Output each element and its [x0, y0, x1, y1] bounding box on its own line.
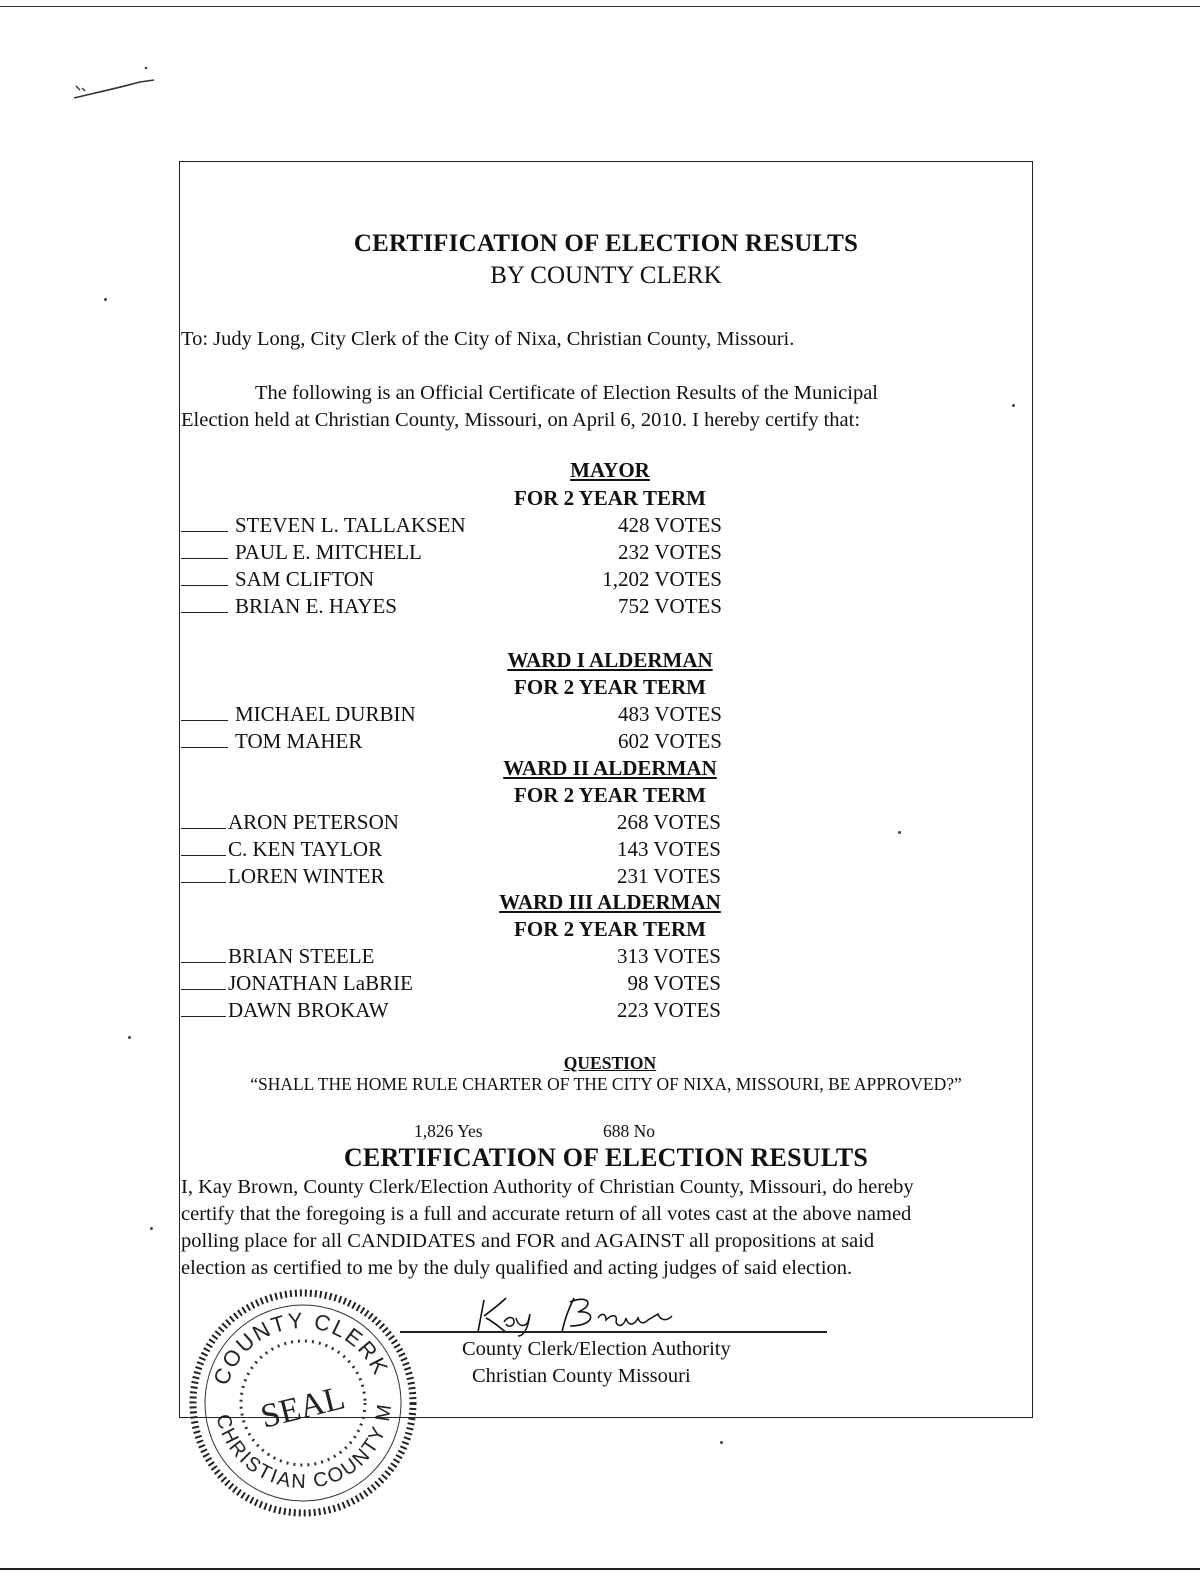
candidate-name: DAWN BROKAW [228, 998, 389, 1022]
scan-speck [104, 298, 107, 301]
svg-text:COUNTY CLERK: COUNTY CLERK [208, 1307, 394, 1389]
checkbox-blank [181, 970, 226, 990]
candidate-name: TOM MAHER [235, 729, 363, 753]
checkbox-blank [181, 809, 226, 829]
signer-title-line-2: Christian County Missouri [472, 1365, 691, 1387]
intro-line-2: Election held at Christian County, Missouri, on April 6, 2010. I hereby certify that: [181, 409, 861, 431]
candidate-name: JONATHAN LaBRIE [228, 971, 413, 995]
svg-text:SEAL: SEAL [257, 1379, 349, 1436]
candidate-row [181, 970, 741, 997]
candidate-name: STEVEN L. TALLAKSEN [235, 513, 466, 537]
document-title: CERTIFICATION OF ELECTION RESULTS [353, 230, 859, 257]
top-rule [0, 6, 1200, 7]
certification-line-2: certify that the foregoing is a full and accurate return of all votes cast at the above named [181, 1203, 912, 1225]
candidate-row [181, 701, 741, 728]
candidate-votes: 231 VOTES [616, 864, 721, 888]
race-heading-mayor: MAYOR [570, 458, 650, 482]
candidate-name: BRIAN E. HAYES [235, 594, 397, 618]
race-heading-ward-3: WARD III ALDERMAN [499, 890, 721, 914]
checkbox-blank [181, 566, 228, 586]
candidate-votes: 428 VOTES [617, 513, 722, 537]
candidate-row [181, 997, 741, 1024]
signature-line [400, 1331, 827, 1333]
scan-speck [1012, 404, 1015, 407]
candidate-row [181, 512, 741, 539]
candidate-votes: 268 VOTES [616, 810, 721, 834]
scan-speck [720, 1441, 723, 1444]
certification-line-3: polling place for all CANDIDATES and FOR and AGAINST all propositions at said [181, 1230, 875, 1252]
addressee-line: To: Judy Long, City Clerk of the City of Nixa, Christian County, Missouri. [181, 328, 795, 350]
signer-title-line-1: County Clerk/Election Authority [462, 1338, 731, 1360]
scan-speck [128, 1036, 131, 1039]
checkbox-blank [181, 593, 228, 613]
candidate-votes: 143 VOTES [616, 837, 721, 861]
candidate-name: C. KEN TAYLOR [228, 837, 383, 861]
certification-line-1: I, Kay Brown, County Clerk/Election Authority of Christian County, Missouri, do hereby [181, 1176, 914, 1198]
candidate-votes: 1,202 VOTES [602, 567, 722, 591]
checkbox-blank [181, 539, 228, 559]
county-clerk-seal [174, 1271, 423, 1518]
bottom-rule [0, 1568, 1200, 1570]
candidate-row [181, 593, 741, 620]
svg-text:CHRISTIAN COUNTY MO: CHRISTIAN COUNTY MO [174, 1271, 397, 1494]
race-heading-ward-2: WARD II ALDERMAN [503, 756, 717, 780]
checkbox-blank [181, 836, 226, 856]
candidate-row [181, 566, 741, 593]
certification-heading: CERTIFICATION OF ELECTION RESULTS [343, 1143, 869, 1172]
race-term-ward-1: FOR 2 YEAR TERM [514, 675, 706, 699]
checkbox-blank [181, 701, 228, 721]
question-text: “SHALL THE HOME RULE CHARTER OF THE CITY OF NIXA, MISSOURI, BE APPROVED?” [250, 1074, 962, 1094]
candidate-name: BRIAN STEELE [228, 944, 375, 968]
question-no-count: 688 No [603, 1121, 656, 1141]
race-term-mayor: FOR 2 YEAR TERM [514, 486, 706, 510]
certification-line-4: election as certified to me by the duly qualified and acting judges of said election. [181, 1257, 853, 1279]
candidate-votes: 752 VOTES [617, 594, 722, 618]
checkbox-blank [181, 943, 226, 963]
checkbox-blank [181, 512, 228, 532]
candidate-row [181, 836, 741, 863]
intro-line-1: The following is an Official Certificate of Election Results of the Municipal [255, 382, 878, 404]
stray-mark [70, 66, 160, 106]
question-heading: QUESTION [563, 1053, 657, 1073]
race-term-ward-3: FOR 2 YEAR TERM [514, 917, 706, 941]
candidate-name: SAM CLIFTON [235, 567, 375, 591]
candidate-votes: 483 VOTES [617, 702, 722, 726]
scan-speck [898, 831, 901, 834]
handwritten-signature [470, 1292, 690, 1336]
candidate-name: PAUL E. MITCHELL [235, 540, 422, 564]
candidate-votes: 98 VOTES [627, 971, 721, 995]
candidate-name: MICHAEL DURBIN [235, 702, 416, 726]
candidate-votes: 313 VOTES [616, 944, 721, 968]
candidate-votes: 602 VOTES [617, 729, 722, 753]
checkbox-blank [181, 997, 226, 1017]
candidate-name: LOREN WINTER [228, 864, 385, 888]
scan-speck [150, 1227, 153, 1230]
document-subtitle: BY COUNTY CLERK [490, 262, 722, 289]
candidate-name: ARON PETERSON [228, 810, 399, 834]
race-term-ward-2: FOR 2 YEAR TERM [514, 783, 706, 807]
checkbox-blank [181, 863, 226, 883]
candidate-votes: 223 VOTES [616, 998, 721, 1022]
candidate-row [181, 809, 741, 836]
candidate-row [181, 863, 741, 890]
checkbox-blank [181, 728, 228, 748]
candidate-row [181, 943, 741, 970]
question-yes-count: 1,826 Yes [414, 1121, 483, 1141]
race-heading-ward-1: WARD I ALDERMAN [507, 648, 713, 672]
candidate-row [181, 728, 741, 755]
candidate-votes: 232 VOTES [617, 540, 722, 564]
candidate-row [181, 539, 741, 566]
